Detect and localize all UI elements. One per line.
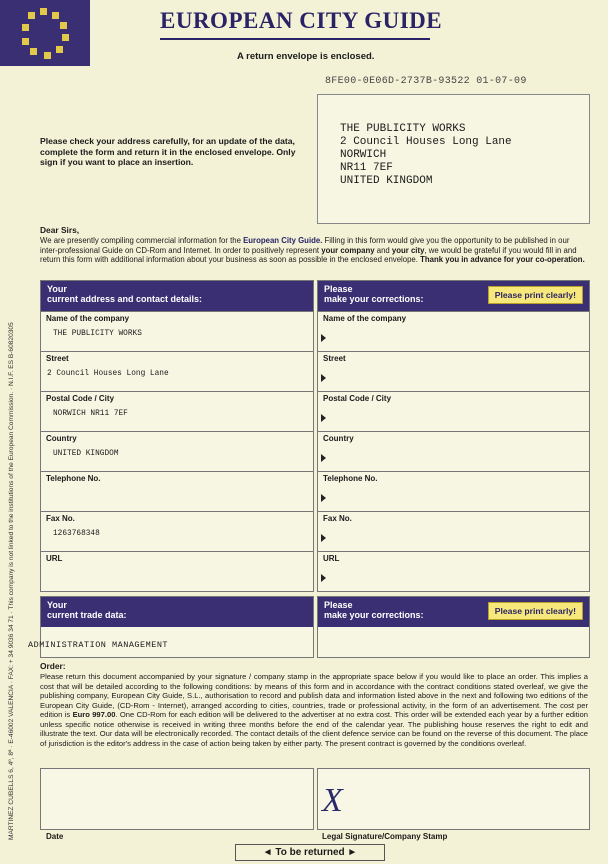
field-value: UNITED KINGDOM — [53, 450, 119, 458]
address-line: NORWICH — [340, 149, 387, 161]
print-clearly-note: Please print clearly! — [488, 602, 583, 620]
field-company — [41, 311, 313, 352]
field-label: Postal Code / City — [46, 394, 115, 403]
signature-mark: X — [322, 782, 343, 819]
header-line: Please — [324, 600, 353, 610]
field-street — [41, 351, 313, 392]
arrow-icon — [321, 454, 326, 462]
field-label: Postal Code / City — [323, 394, 392, 403]
correction-telephone[interactable] — [318, 471, 589, 512]
page-title: EUROPEAN CITY GUIDE — [160, 8, 443, 33]
print-clearly-note: Please print clearly! — [488, 286, 583, 304]
current-details-header — [41, 281, 313, 311]
signature-label: Legal Signature/Company Stamp — [322, 832, 448, 841]
corrections-header — [318, 281, 589, 311]
field-label: Street — [46, 354, 69, 363]
field-fax — [41, 511, 313, 552]
trade-corrections-panel[interactable] — [317, 596, 590, 658]
arrow-icon — [321, 494, 326, 502]
right-arrow-icon: ► — [347, 847, 358, 858]
header-line: Your — [47, 600, 67, 610]
header-line: current trade data: — [47, 610, 127, 620]
field-value: 2 Council Houses Long Lane — [47, 370, 169, 378]
order-text: Please return this document accompanied by your signature / company stamp in the appropriate space below if you would like to place an order. This implies a cost that will be detailed according to the following conditions: by means of this form and in accordance with the contract conditions stated overleaf, we give the publishing company, European City Guide, S.L., authorisation to record and publish data and information listed above in the next and following two editions of the European City Guide, (CD-Rom - Internet), arranged according to cities, countries, trade or professional activity, in the form of an advertisement. The cost per edition is Euro 997.00. One CD-Rom for each edition will be delivered to the advertiser at no extra cost. This order will be extended each year by a further edition unless specific notice otherwise is received in writing three months before the end of the calendar year. The publishing house reserves the right to edit and illustrate the text. Our data will be electronically recorded. The contact details of the client defence service can be found on the reverse of this document. The place of jurisdiction is the editor's address in the case of action being taken by either party. The present contract is governed by the conditions overleaf. — [40, 672, 588, 748]
header-line: make your corrections: — [324, 610, 424, 620]
trade-corrections-header — [318, 597, 589, 627]
header-line: Your — [47, 284, 67, 294]
envelope-note: A return envelope is enclosed. — [237, 51, 375, 62]
address-line: 2 Council Houses Long Lane — [340, 136, 512, 148]
field-url — [41, 551, 313, 592]
correction-url[interactable] — [318, 551, 589, 592]
check-address-note: Please check your address carefully, for an update of the data, complete the form and return it in the enclosed envelope. Only sign if you want to place an insertion. — [40, 136, 296, 167]
address-line: NR11 7EF — [340, 162, 393, 174]
field-value: NORWICH NR11 7EF — [53, 410, 128, 418]
field-label: URL — [46, 554, 63, 563]
header-line: Please — [324, 284, 353, 294]
header-line: current address and contact details: — [47, 294, 203, 304]
date-box[interactable] — [40, 768, 314, 830]
arrow-icon — [321, 414, 326, 422]
address-line: THE PUBLICITY WORKS — [340, 123, 466, 135]
field-label: Country — [46, 434, 77, 443]
field-label: URL — [323, 554, 340, 563]
field-label: Country — [323, 434, 354, 443]
correction-company[interactable] — [318, 311, 589, 352]
field-label: Fax No. — [46, 514, 75, 523]
correction-postal[interactable] — [318, 391, 589, 432]
trade-header — [41, 597, 313, 627]
arrow-icon — [321, 574, 326, 582]
field-label: Name of the company — [46, 314, 130, 323]
address-window — [317, 94, 590, 224]
correction-country[interactable] — [318, 431, 589, 472]
field-telephone — [41, 471, 313, 512]
trade-value: ADMINISTRATION MANAGEMENT — [28, 640, 169, 650]
header-line: make your corrections: — [324, 294, 424, 304]
arrow-icon — [321, 374, 326, 382]
vertical-company-info: MARTINEZ CUBELLS 6, 4º, 8ª · E-46002 VALENCIA · FAX: + 34 9036 34 71 · This company is not linked to the institutions of the European Commission. · N.I.F. ES B-60820305 — [8, 322, 15, 840]
date-label: Date — [46, 832, 64, 841]
field-label: Street — [323, 354, 346, 363]
reference-code: 8FE00-0E06D-2737B-93522 01-07-09 — [325, 76, 527, 87]
field-label: Telephone No. — [323, 474, 378, 483]
address-line: UNITED KINGDOM — [340, 175, 433, 187]
field-label: Fax No. — [323, 514, 352, 523]
order-heading: Order: — [40, 661, 66, 671]
left-arrow-icon: ◄ — [262, 847, 273, 858]
signature-box[interactable] — [317, 768, 590, 830]
intro-paragraph: We are presently compiling commercial information for the European City Guide. Filling in this form would give you the opportunity to be published in our inter-professional Guide on CD-Rom and Internet. In order to positively represent your company and your city, we would be grateful if you would fill in and return this form with additional information about your business as soon as possible in the enclosed envelope. Thank you in advance for your co-operation. — [40, 236, 585, 265]
arrow-icon — [321, 334, 326, 342]
return-text: To be returned — [275, 847, 345, 858]
corrections-panel — [317, 280, 590, 592]
field-label: Telephone No. — [46, 474, 101, 483]
field-postal — [41, 391, 313, 432]
field-country — [41, 431, 313, 472]
correction-street[interactable] — [318, 351, 589, 392]
field-value: 1263768348 — [53, 530, 100, 538]
field-label: Name of the company — [323, 314, 407, 323]
title-underline — [160, 38, 430, 40]
ecg-logo — [0, 0, 90, 66]
to-be-returned-label — [235, 844, 385, 861]
current-details-panel — [40, 280, 314, 592]
field-value: THE PUBLICITY WORKS — [53, 330, 142, 338]
correction-fax[interactable] — [318, 511, 589, 552]
arrow-icon — [321, 534, 326, 542]
salutation: Dear Sirs, — [40, 225, 80, 235]
